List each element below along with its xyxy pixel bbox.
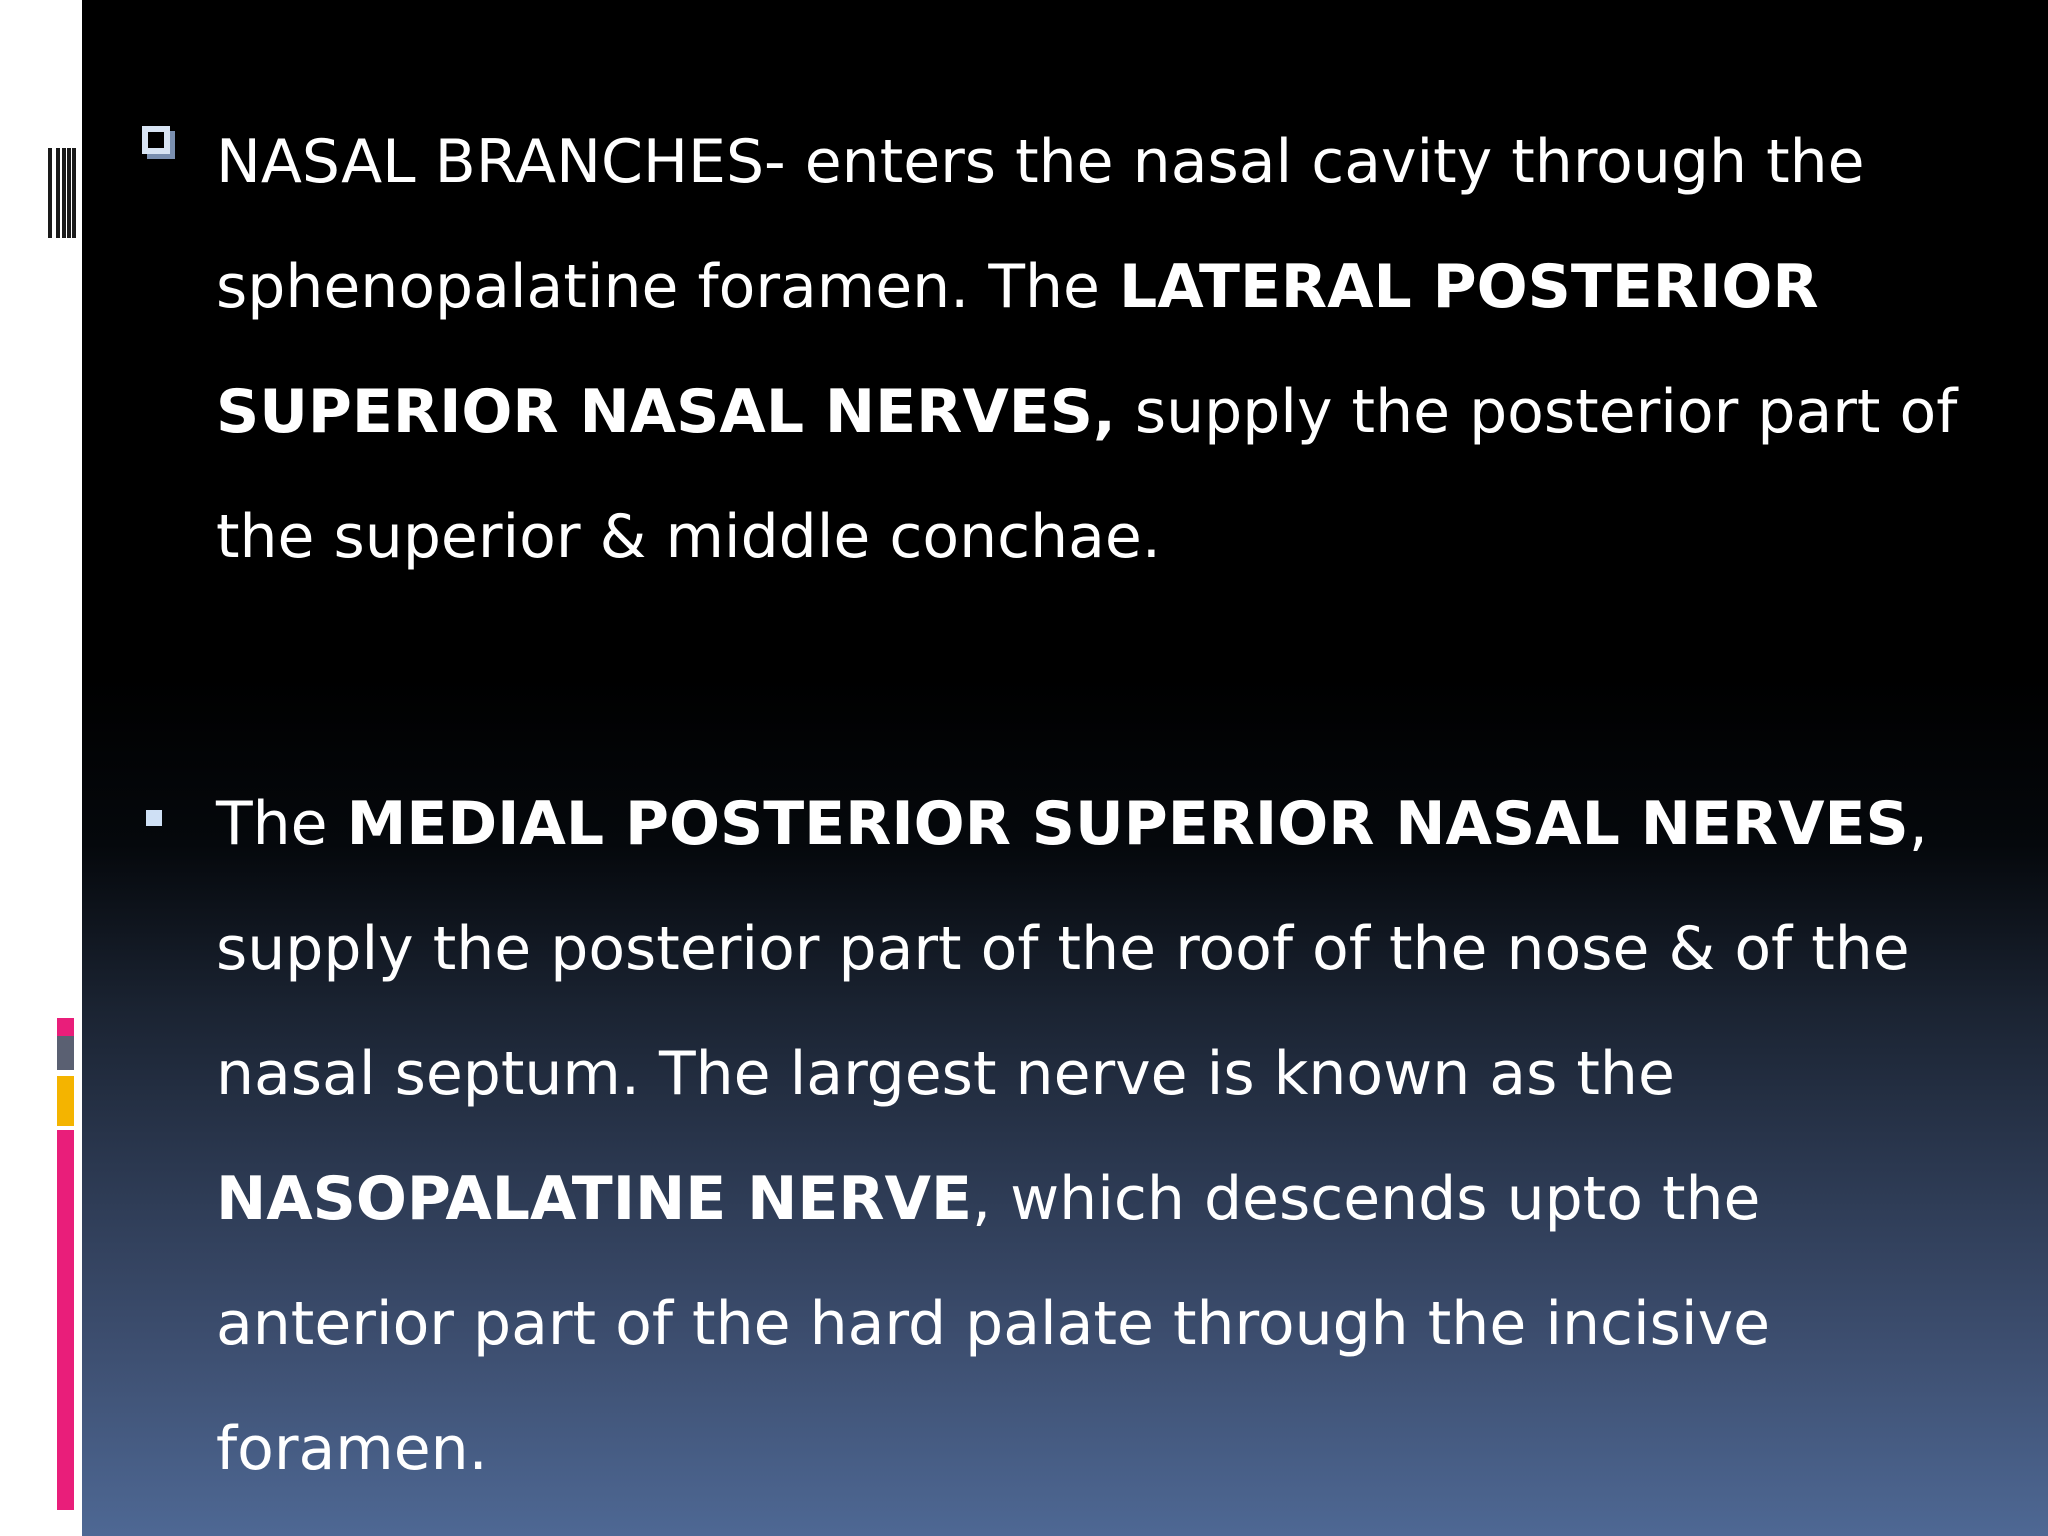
bold-text-run: MEDIAL POSTERIOR SUPERIOR NASAL NERVES (346, 789, 1909, 859)
bold-text-run: NASOPALATINE NERVE (216, 1164, 972, 1234)
accent-orange (57, 1076, 74, 1126)
slide (82, 0, 2048, 1536)
slide-content (82, 100, 2048, 1512)
bold-text-run: LATERAL POSTERIOR SUPERIOR NASAL NERVES, (216, 252, 1819, 447)
text-run: NASAL BRANCHES- enters the nasal cavity through the sphenopalatine foramen. The (216, 127, 1865, 322)
square-bullet-icon (146, 810, 162, 826)
accent-gray (57, 1036, 74, 1070)
paragraph-medial-nerves (82, 762, 1996, 1512)
text-run: The (216, 789, 347, 859)
text-run: supply the posterior part of the superior & middle conchae. (216, 377, 1958, 572)
left-sidebar (0, 0, 82, 1536)
paragraph-nasal-branches (82, 100, 1996, 600)
accent-pink-bar (57, 1130, 74, 1510)
text-run: , supply the posterior part of the roof of the nose & of the nasal septum. The largest nerve is known as the (216, 789, 1928, 1109)
text-run: , which descends upto the anterior part of the hard palate through the incisive foramen. (216, 1164, 1771, 1484)
decorative-barcode (48, 148, 80, 238)
hollow-square-bullet-icon (142, 126, 170, 154)
